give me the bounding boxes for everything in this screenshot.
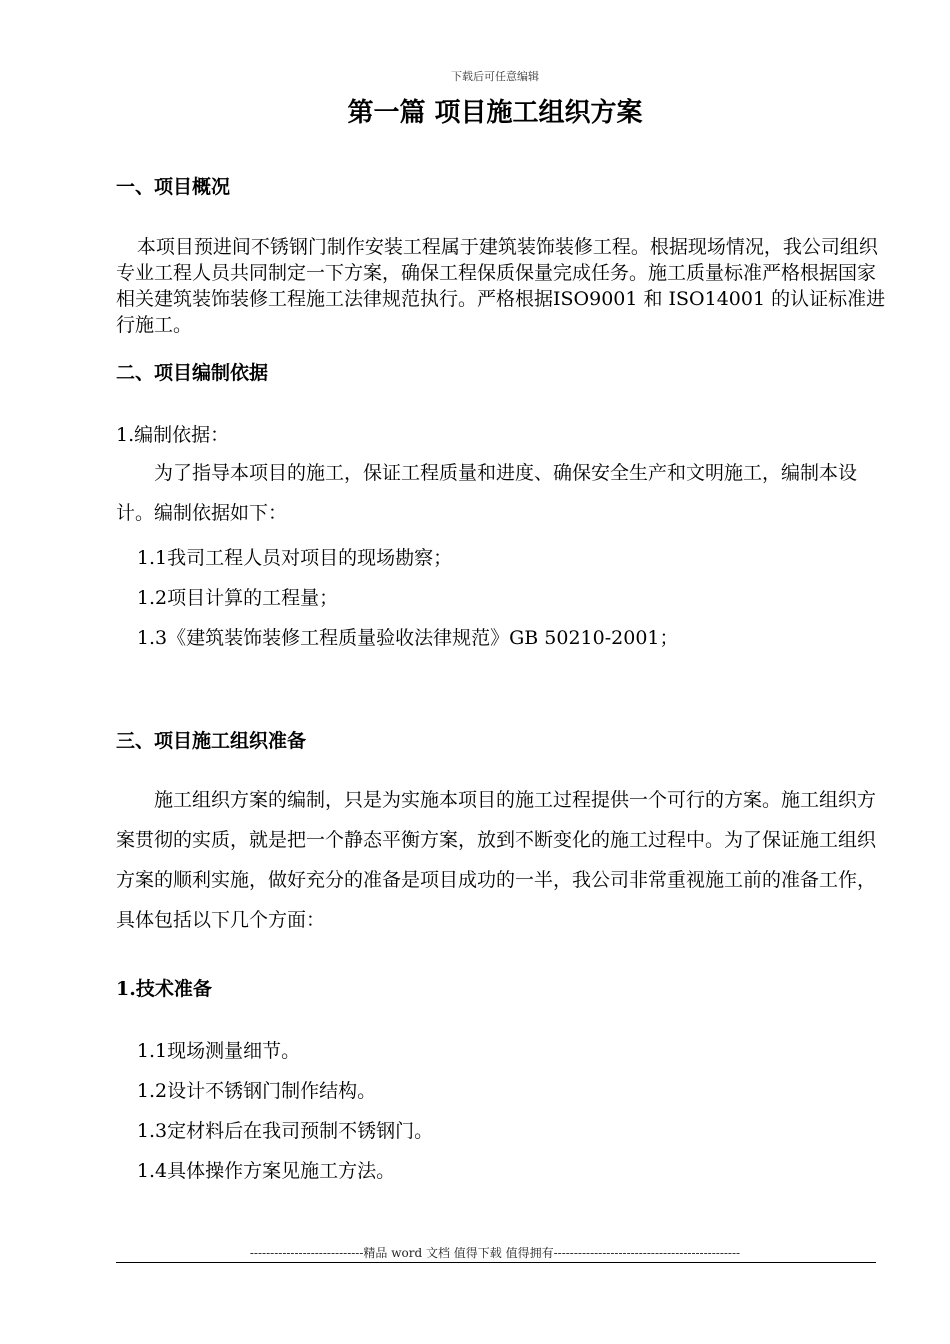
- basis-subheading: 1.编制依据：: [116, 424, 230, 446]
- footer-note: ----------------------------精品 word 文档 值得下载 值得拥有----------------------------------------------: [249, 1246, 741, 1260]
- section-heading-overview: 一、项目概况: [116, 176, 231, 198]
- footer-rule: [116, 1262, 876, 1263]
- page-title: 第一篇 项目施工组织方案: [347, 98, 643, 128]
- basis-item: 1.2项目计算的工程量；: [136, 587, 339, 609]
- tech-prep-item: 1.3定材料后在我司预制不锈钢门。: [136, 1120, 434, 1142]
- basis-item: 1.3《建筑装饰装修工程质量验收法律规范》GB 50210-2001；: [136, 627, 679, 649]
- basis-item: 1.1我司工程人员对项目的现场勘察；: [136, 547, 453, 569]
- header-note: 下载后可任意编辑: [451, 70, 539, 83]
- tech-prep-item: 1.4具体操作方案见施工方法。: [136, 1160, 396, 1182]
- basis-paragraph: 为了指导本项目的施工，保证工程质量和进度、确保安全生产和文明施工，编制本设计。编制依据如下：: [116, 462, 858, 524]
- section-heading-preparation: 三、项目施工组织准备: [116, 730, 307, 752]
- tech-prep-item: 1.1现场测量细节。: [136, 1040, 301, 1062]
- preparation-paragraph: 施工组织方案的编制，只是为实施本项目的施工过程提供一个可行的方案。施工组织方案贯彻的实质，就是把一个静态平衡方案，放到不断变化的施工过程中。为了保证施工组织方案的顺利实施，做好充分的准备是项目成功的一半，我公司非常重视施工前的准备工作，具体包括以下几个方面：: [116, 789, 877, 931]
- tech-prep-heading: 1.技术准备: [116, 978, 212, 1000]
- overview-paragraph: 本项目预进间不锈钢门制作安装工程属于建筑装饰装修工程。根据现场情况，我公司组织专业工程人员共同制定一下方案，确保工程保质保量完成任务。施工质量标准严格根据国家相关建筑装饰装修工程施工法律规范执行。严格根据ISO9001 和 ISO14001 的认证标准进行施工。: [116, 236, 886, 336]
- section-heading-basis: 二、项目编制依据: [116, 362, 269, 384]
- tech-prep-item: 1.2设计不锈钢门制作结构。: [136, 1080, 377, 1102]
